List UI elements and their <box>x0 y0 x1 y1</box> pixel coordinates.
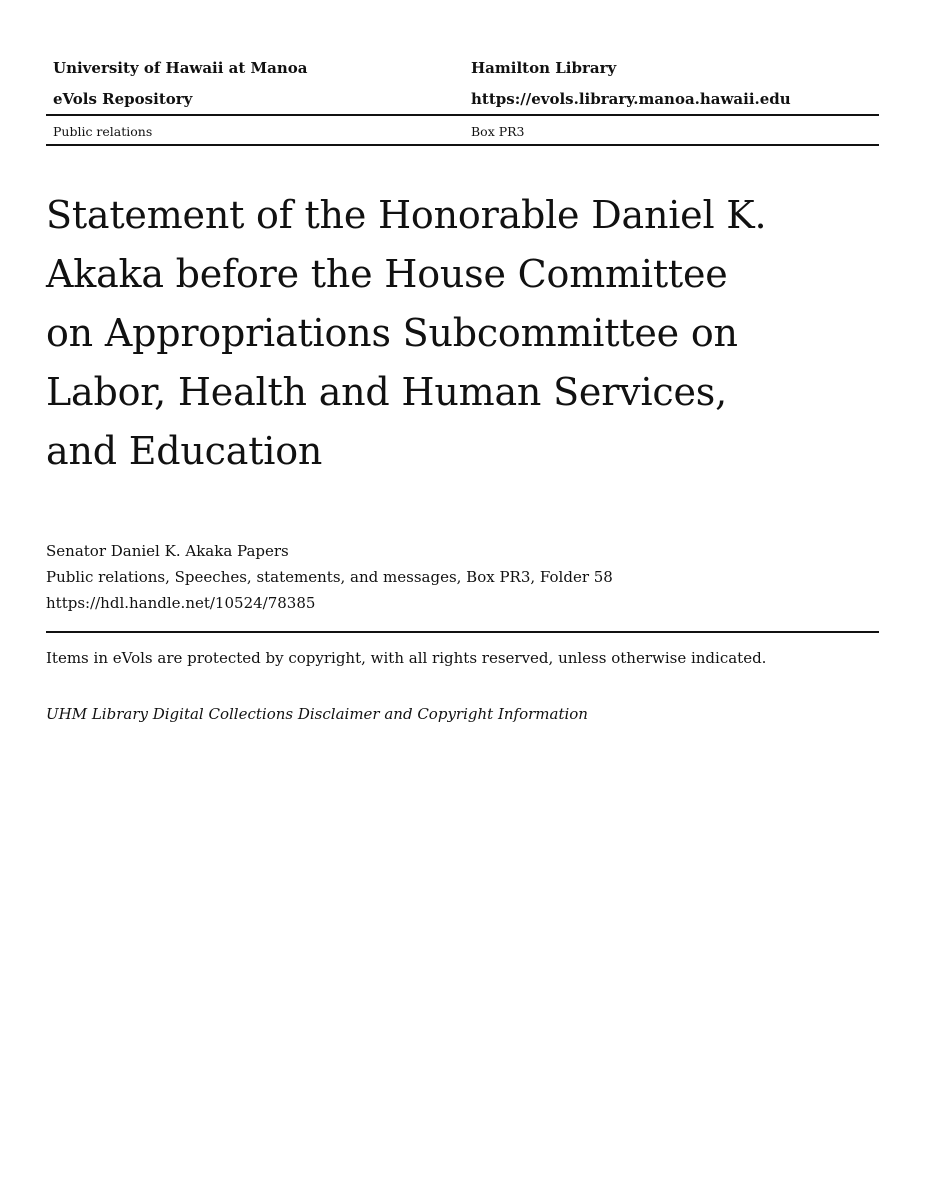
header-row-1 <box>46 52 879 83</box>
document-title <box>46 186 806 481</box>
collection-name: Public relations <box>53 123 153 139</box>
title-line: and Education <box>46 429 323 473</box>
papers-collection: Senator Daniel K. Akaka Papers <box>46 542 289 560</box>
box-label: Box PR3 <box>471 123 525 139</box>
institution-name: University of Hawaii at Manoa <box>53 59 308 77</box>
title-line: on Appropriations Subcommittee on <box>46 311 738 355</box>
library-name: Hamilton Library <box>471 59 617 77</box>
header-row-2 <box>46 83 879 114</box>
rights-statement: Items in eVols are protected by copyright, with all rights reserved, unless otherwise indicated. <box>46 649 767 667</box>
disclaimer-link[interactable]: UHM Library Digital Collections Disclaimer and Copyright Information <box>46 705 588 723</box>
repository-name: eVols Repository <box>53 90 193 108</box>
repository-header <box>46 52 879 146</box>
document-metadata <box>46 538 879 616</box>
header-bottom-divider <box>46 144 879 146</box>
title-line: Statement of the Honorable Daniel K. <box>46 193 767 237</box>
header-row-3 <box>46 116 879 144</box>
metadata-divider <box>46 631 879 633</box>
folder-location: Public relations, Speeches, statements, and messages, Box PR3, Folder 58 <box>46 568 613 586</box>
title-line: Labor, Health and Human Services, <box>46 370 727 414</box>
handle-link[interactable]: https://hdl.handle.net/10524/78385 <box>46 594 316 612</box>
title-line: Akaka before the House Committee <box>46 252 728 296</box>
repository-url[interactable]: https://evols.library.manoa.hawaii.edu <box>471 90 791 108</box>
